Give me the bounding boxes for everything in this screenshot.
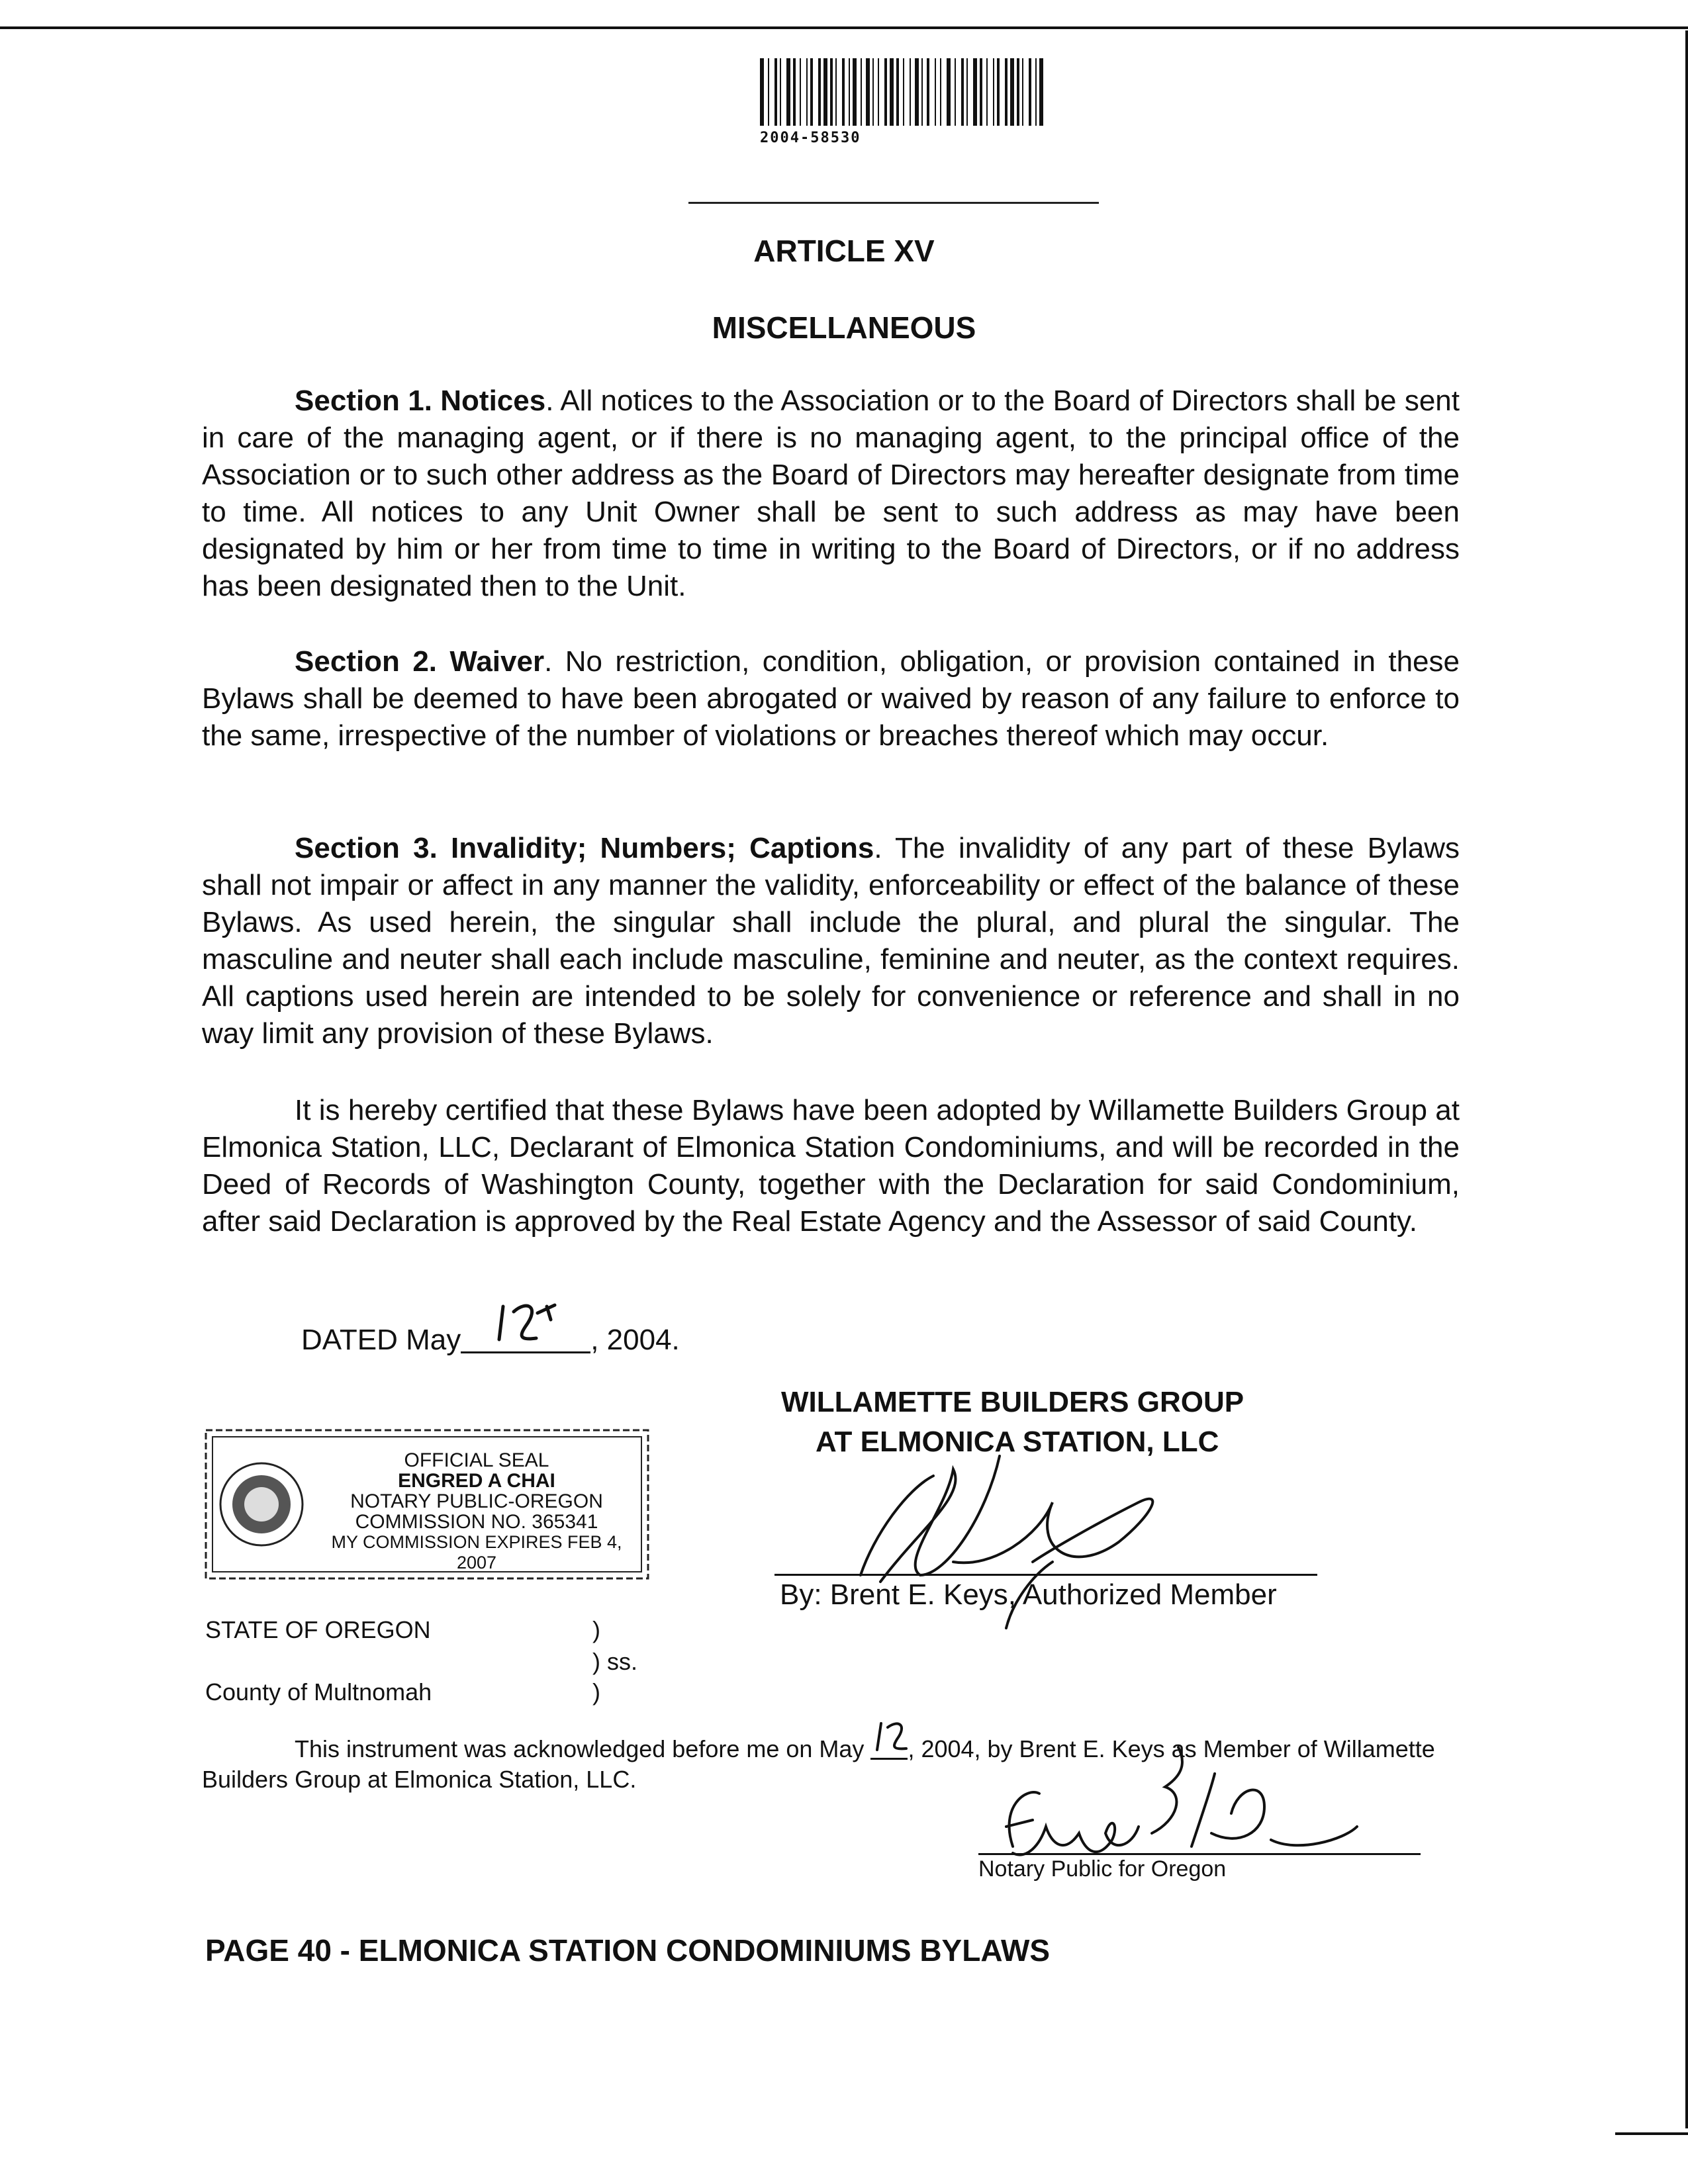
dated-line [301, 1318, 680, 1357]
barcode-bar [935, 58, 936, 126]
section-2 [202, 643, 1460, 754]
barcode-bar [872, 58, 874, 126]
barcode-bar [910, 58, 911, 126]
barcode-bar [1035, 58, 1037, 126]
dated-suffix: , 2004. [590, 1324, 680, 1356]
barcode-bar [915, 58, 919, 126]
barcode-bar [884, 58, 887, 126]
certification-paragraph [202, 1092, 1460, 1240]
barcode-bar [1022, 58, 1023, 126]
barcode-bar [800, 58, 801, 126]
seal-line-1: OFFICIAL SEAL [404, 1449, 549, 1471]
ack-day-blank [870, 1735, 908, 1760]
barcode-bar [818, 58, 821, 126]
barcode-bar [947, 58, 951, 126]
bottom-right-mark [1615, 2132, 1688, 2135]
barcode-bar [853, 58, 857, 126]
acknowledgment-part2: , 2004, by Brent E. Keys as Member of Willamette Builders Group at Elmonica Station, LLC. [202, 1735, 1435, 1793]
by-line: By: Brent E. Keys, Authorized Member [780, 1578, 1277, 1611]
seal-line-3: NOTARY PUBLIC-OREGON [350, 1490, 603, 1512]
ack-handwritten-day [873, 1719, 926, 1759]
barcode-bar [1029, 58, 1031, 126]
barcode-bar [774, 58, 777, 126]
certification-text: It is hereby certified that these Bylaws have been adopted by Willamette Builders Group at Elmonica Station, LLC, Declarant of Elmonica Station Condominiums, and will be recorded in the Deed of Records of Washington County, together with the Declaration for said Condominium, after said Declaration is approved by the Real Estate Agency and the Assessor of said County. [202, 1094, 1460, 1238]
barcode-bar [1005, 58, 1008, 126]
barcode-bar [973, 58, 977, 126]
barcode-bar [961, 58, 964, 126]
barcode-bar [835, 58, 837, 126]
barcode-number: 2004-58530 [760, 130, 861, 146]
recording-rule [688, 202, 1099, 204]
barcode-bar [980, 58, 982, 126]
barcode-bar [810, 58, 813, 126]
section-1-text: . All notices to the Association or to the Board of Directors shall be sent in care of the managing agent, or if there is no managing agent, to the principal office of the Association or to such other address as the Board of Directors may hereafter designate from time to time. All notices to any Unit Owner shall be sent to such address as may have been designated by him or her from time to time in writing to the Board of Directors, or if no address has been designated then to the Unit. [202, 385, 1460, 602]
barcode-bar [830, 58, 833, 126]
venue-ss: ) ss. [592, 1648, 637, 1675]
seal-text [314, 1450, 639, 1573]
section-1-title: Section 1. Notices [295, 385, 546, 417]
notary-seal [202, 1426, 652, 1582]
dated-day-blank [461, 1322, 590, 1353]
barcode-bar [780, 58, 781, 126]
company-name-line2: AT ELMONICA STATION, LLC [816, 1426, 1219, 1458]
barcode-bar [849, 58, 850, 126]
section-3-text: . The invalidity of any part of these Bylaws shall not impair or affect in any manner the validity, enforceability or effect of the balance of these Bylaws. As used herein, the singular shall include the plural, and plural the singular. The masculine and neuter shall each include masculine, feminine and neuter, as the context requires. All captions used herein are intended to be solely for convenience or reference and shall in no way limit any provision of these Bylaws. [202, 832, 1460, 1050]
venue-county: County of Multnomah [205, 1678, 432, 1706]
acknowledgment-part1: This instrument was acknowledged before me on May [295, 1735, 865, 1762]
section-3 [202, 830, 1460, 1052]
barcode-bar [896, 58, 899, 126]
barcode-bar [842, 58, 845, 126]
barcode-bar [1039, 58, 1043, 126]
venue-state: STATE OF OREGON [205, 1616, 431, 1643]
seal-line-4: COMMISSION NO. 365341 [355, 1511, 598, 1533]
barcode-bar [793, 58, 796, 126]
barcode-bar [878, 58, 879, 126]
barcode-bar [806, 58, 808, 126]
venue-paren-top: ) [592, 1616, 600, 1643]
section-2-text: . No restriction, condition, obligation, or provision contained in these Bylaws shall be deemed to have been abrogated or waived by reason of any failure to enforce to the same, irrespective of the number of violations or breaches thereof which may occur. [202, 645, 1460, 752]
barcode-bar [823, 58, 827, 126]
barcode-bar [760, 58, 764, 126]
section-2-title: Section 2. Waiver [295, 645, 545, 678]
top-border [0, 26, 1688, 29]
barcode-bar [890, 58, 894, 126]
barcode-bar [861, 58, 862, 126]
barcode-bar [866, 58, 870, 126]
barcode-bar [768, 58, 769, 126]
page-footer: PAGE 40 - ELMONICA STATION CONDOMINIUMS BYLAWS [205, 1933, 1051, 1968]
notary-label: Notary Public for Oregon [978, 1856, 1227, 1882]
signature-line [774, 1574, 1317, 1576]
authorized-member-signature [834, 1430, 1258, 1681]
barcode-bar [903, 58, 904, 126]
handwritten-day [494, 1300, 573, 1353]
barcode-bar [940, 58, 941, 126]
article-heading: ARTICLE XV [753, 234, 935, 268]
barcode-bar [955, 58, 956, 126]
seal-line-2: ENGRED A CHAI [398, 1470, 555, 1492]
notary-signature-line [978, 1853, 1421, 1855]
venue-paren-bottom: ) [592, 1678, 600, 1706]
article-title: MISCELLANEOUS [712, 310, 976, 345]
section-1 [202, 383, 1460, 605]
barcode-bar [927, 58, 929, 126]
barcode-bar [1010, 58, 1014, 126]
barcode-bar [966, 58, 968, 126]
barcode-bar [986, 58, 988, 126]
barcode-bar [997, 58, 1000, 126]
company-name-line1: WILLAMETTE BUILDERS GROUP [781, 1386, 1244, 1418]
barcode-bar [1017, 58, 1019, 126]
barcode-bar [993, 58, 994, 126]
section-3-title: Section 3. Invalidity; Numbers; Captions [295, 832, 874, 864]
dated-prefix: DATED May [301, 1324, 461, 1356]
barcode-bar [921, 58, 923, 126]
seal-line-5: MY COMMISSION EXPIRES FEB 4, 2007 [331, 1532, 622, 1572]
barcode-graphic [760, 58, 1043, 126]
barcode-bar [786, 58, 790, 126]
